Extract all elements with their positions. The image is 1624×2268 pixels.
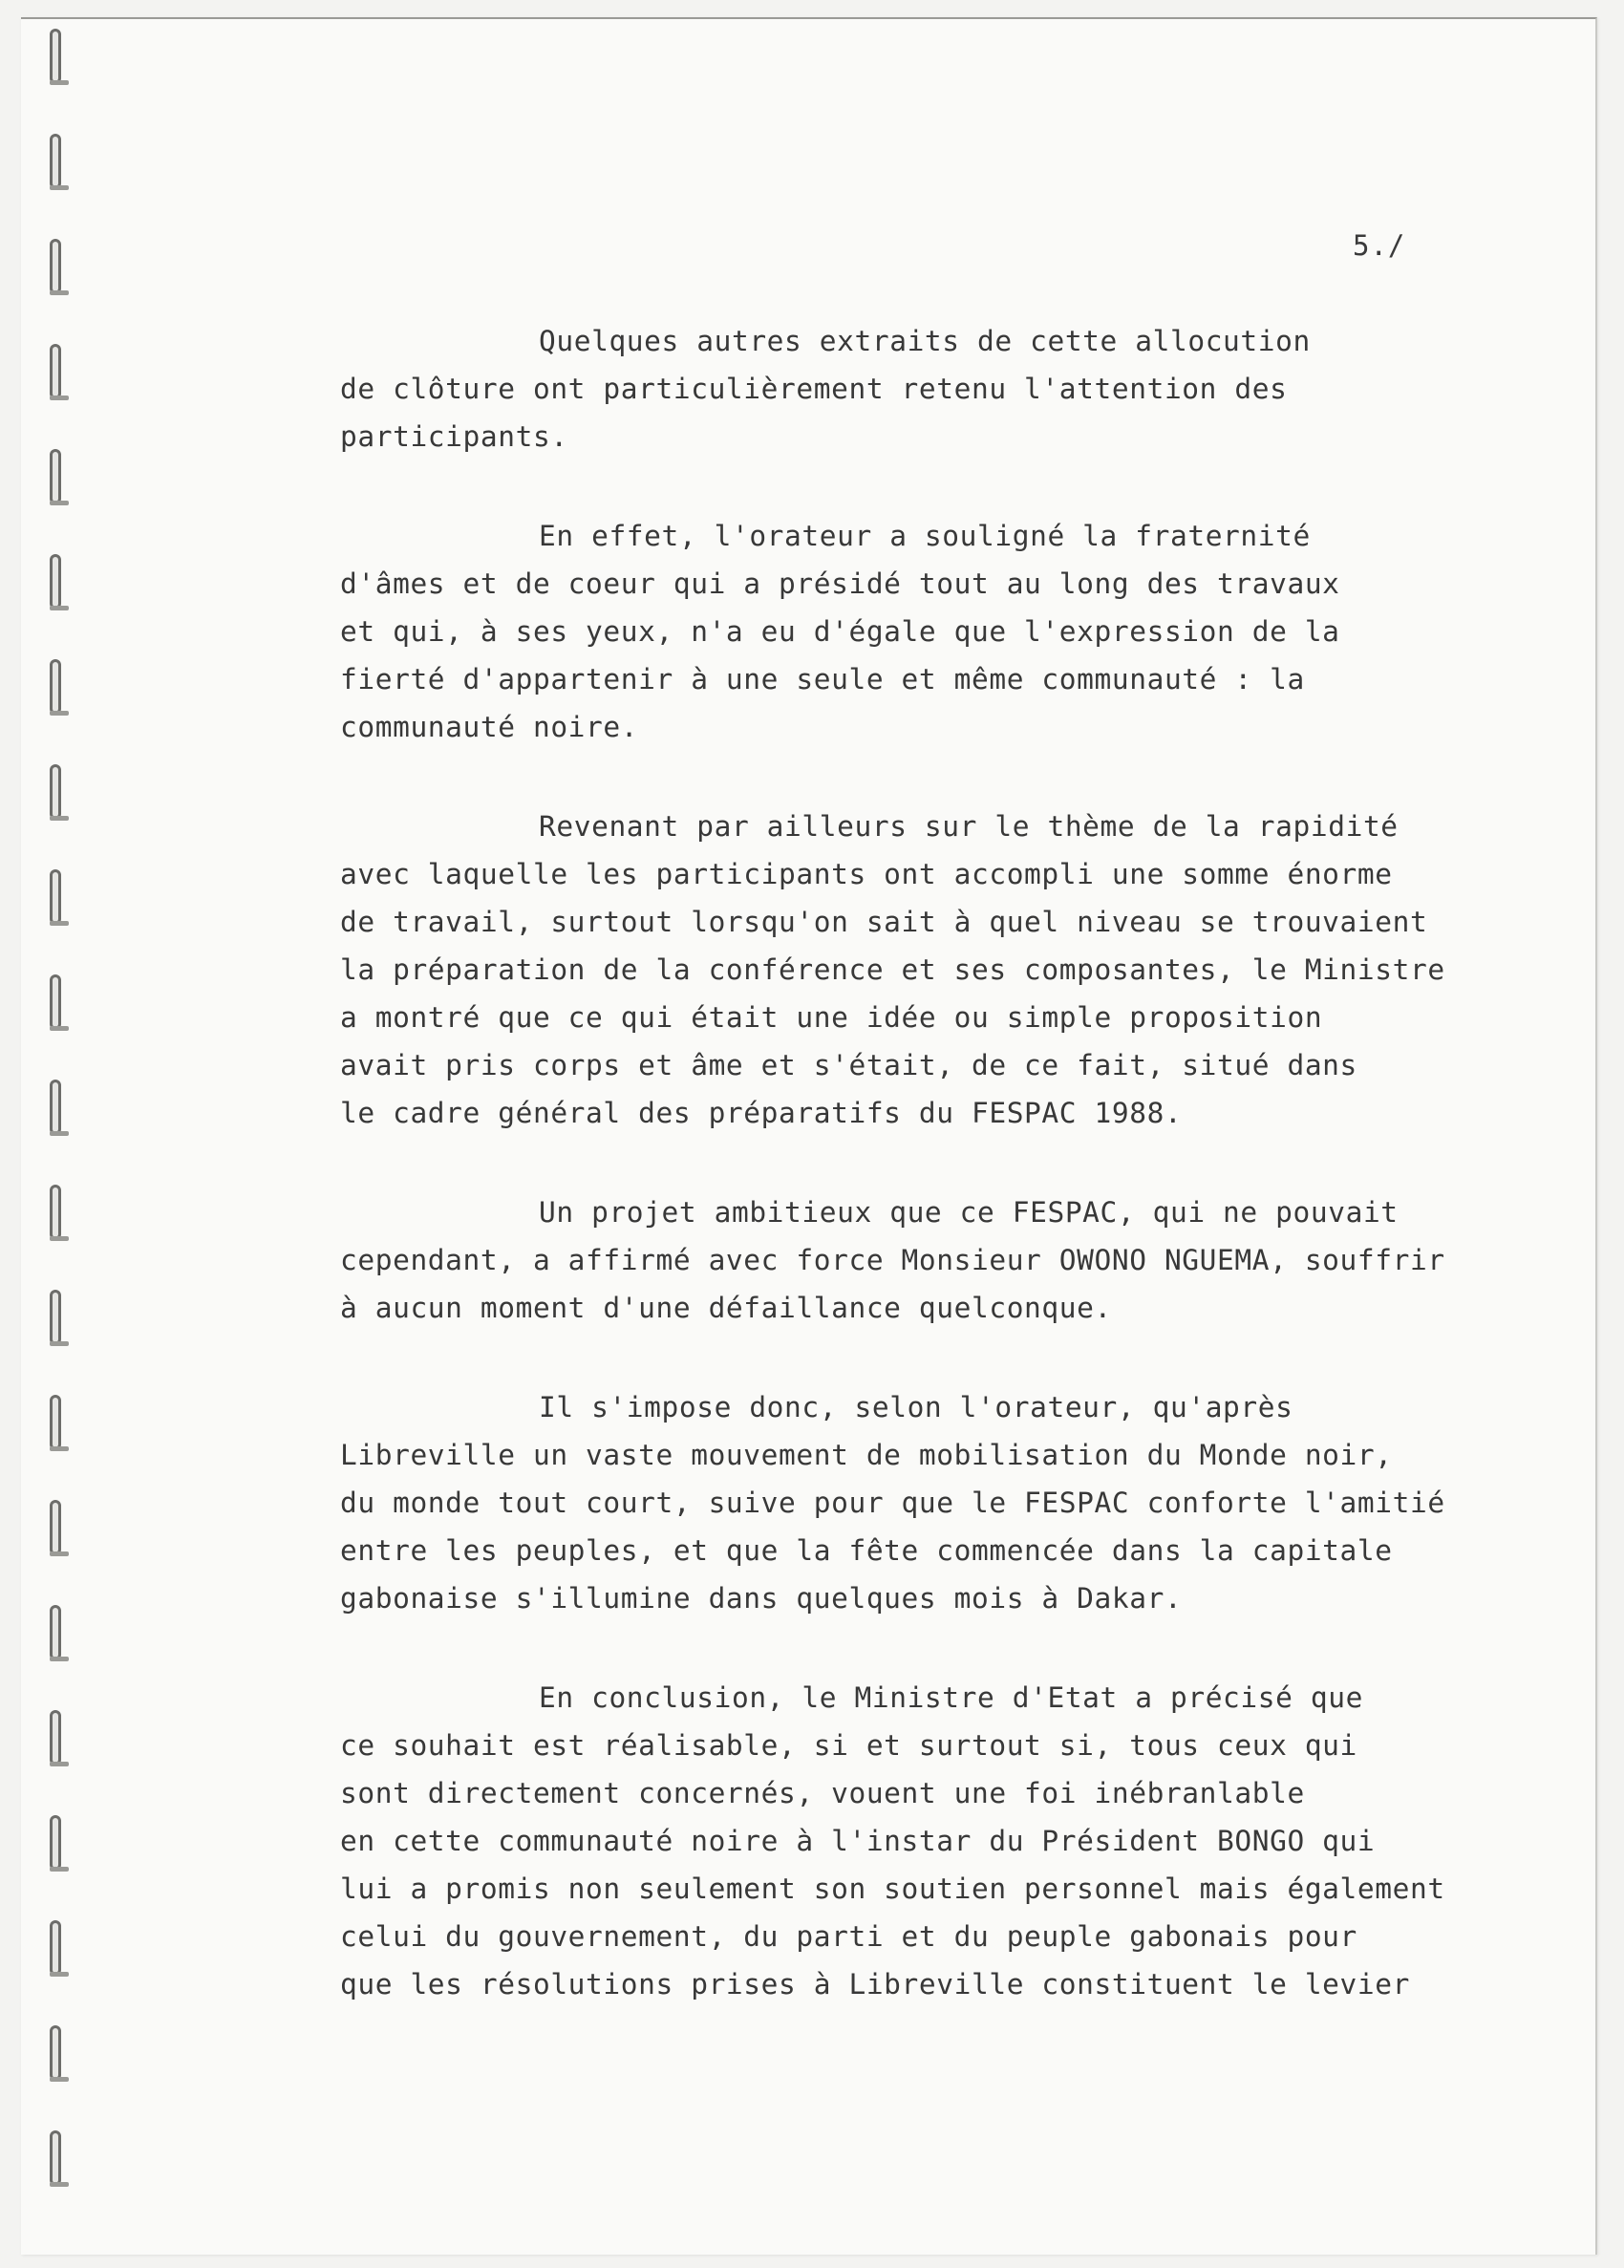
binding-hole: [50, 239, 61, 294]
text-line: avec laquelle les participants ont accompli une somme énorme: [340, 858, 1393, 890]
paragraph: [340, 1188, 1572, 1332]
binding-hole: [50, 344, 61, 399]
binding-hole: [50, 29, 61, 84]
binding-hole: [50, 1920, 61, 1976]
binding-hole: [50, 449, 61, 504]
text-line: que les résolutions prises à Libreville constituent le levier: [340, 1968, 1410, 2001]
paragraph: [340, 317, 1572, 460]
binding-hole: [50, 134, 61, 189]
binding-hole: [50, 659, 61, 715]
binding-hole: [50, 1710, 61, 1765]
binding-hole: [50, 1605, 61, 1660]
binding-hole: [50, 1395, 61, 1450]
document-body: [340, 317, 1572, 2060]
text-line: a montré que ce qui était une idée ou simple proposition: [340, 1001, 1323, 1034]
text-line: en cette communauté noire à l'instar du Président BONGO qui: [340, 1825, 1376, 1857]
text-line: communauté noire.: [340, 711, 639, 743]
binding-hole: [50, 974, 61, 1030]
text-line: d'âmes et de coeur qui a présidé tout au long des travaux: [340, 567, 1340, 600]
binding-hole: [50, 869, 61, 925]
binding-hole: [50, 554, 61, 610]
paragraph: [340, 512, 1572, 751]
text-line: fierté d'appartenir à une seule et même communauté : la: [340, 663, 1305, 695]
text-line: de travail, surtout lorsqu'on sait à quel niveau se trouvaient: [340, 906, 1428, 938]
text-line: En effet, l'orateur a souligné la fraternité: [539, 520, 1311, 552]
text-line: sont directement concernés, vouent une foi inébranlable: [340, 1777, 1305, 1809]
paragraph: [340, 1674, 1572, 2008]
binding-hole: [50, 1290, 61, 1345]
comb-binding: [46, 0, 75, 2268]
text-line: à aucun moment d'une défaillance quelconque.: [340, 1292, 1112, 1324]
text-line: avait pris corps et âme et s'était, de ce fait, situé dans: [340, 1049, 1357, 1081]
text-line: Revenant par ailleurs sur le thème de la rapidité: [539, 810, 1399, 843]
page-number: 5./: [1353, 229, 1406, 262]
text-line: du monde tout court, suive pour que le FESPAC conforte l'amitié: [340, 1487, 1445, 1519]
text-line: celui du gouvernement, du parti et du peuple gabonais pour: [340, 1920, 1357, 1953]
text-line: En conclusion, le Ministre d'Etat a précisé que: [539, 1681, 1363, 1714]
text-line: cependant, a affirmé avec force Monsieur OWONO NGUEMA, souffrir: [340, 1244, 1445, 1276]
paragraph: [340, 802, 1572, 1137]
binding-hole: [50, 1815, 61, 1871]
text-line: lui a promis non seulement son soutien personnel mais également: [340, 1872, 1445, 1905]
binding-hole: [50, 2025, 61, 2081]
paragraph: [340, 1383, 1572, 1622]
text-line: Il s'impose donc, selon l'orateur, qu'après: [539, 1391, 1293, 1423]
binding-hole: [50, 764, 61, 820]
text-line: gabonaise s'illumine dans quelques mois à Dakar.: [340, 1582, 1183, 1615]
text-line: de clôture ont particulièrement retenu l'attention des: [340, 373, 1288, 405]
text-line: la préparation de la conférence et ses composantes, le Ministre: [340, 953, 1445, 986]
text-line: participants.: [340, 420, 568, 453]
text-line: entre les peuples, et que la fête commencée dans la capitale: [340, 1534, 1393, 1567]
text-line: et qui, à ses yeux, n'a eu d'égale que l'expression de la: [340, 615, 1340, 648]
binding-hole: [50, 2130, 61, 2186]
binding-hole: [50, 1500, 61, 1555]
binding-hole: [50, 1080, 61, 1135]
text-line: Quelques autres extraits de cette allocution: [539, 325, 1311, 357]
text-line: ce souhait est réalisable, si et surtout si, tous ceux qui: [340, 1729, 1357, 1762]
binding-hole: [50, 1185, 61, 1240]
text-line: Un projet ambitieux que ce FESPAC, qui ne pouvait: [539, 1196, 1399, 1229]
text-line: Libreville un vaste mouvement de mobilisation du Monde noir,: [340, 1439, 1393, 1471]
text-line: le cadre général des préparatifs du FESPAC 1988.: [340, 1097, 1183, 1129]
